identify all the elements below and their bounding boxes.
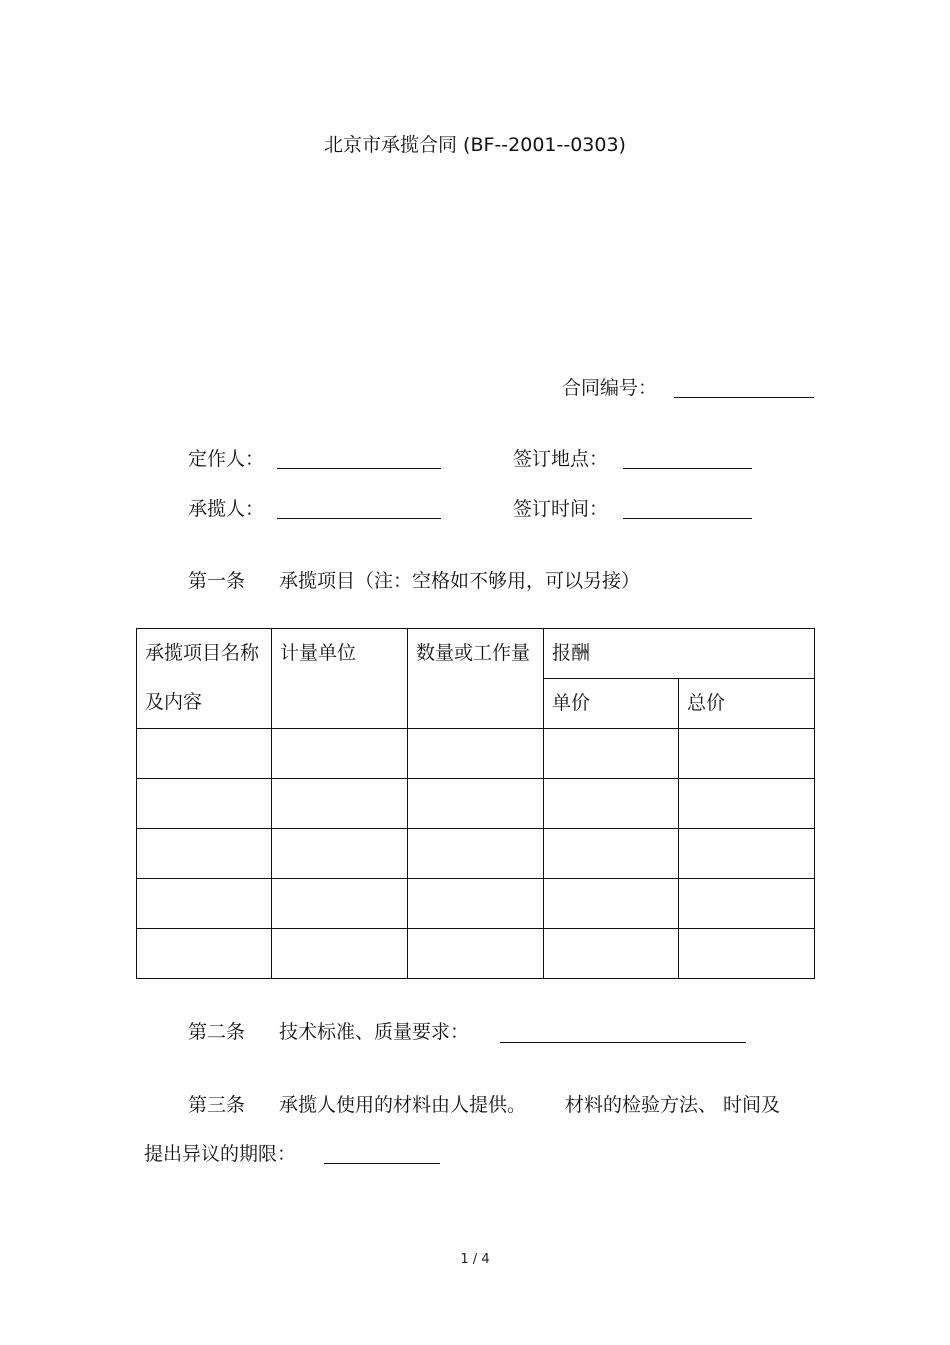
table-cell[interactable]	[137, 729, 272, 779]
table-cell[interactable]	[408, 779, 544, 829]
table-cell[interactable]	[137, 929, 272, 979]
orderer-label: 定作人：	[188, 448, 265, 470]
contract-number-field[interactable]	[674, 397, 814, 398]
table-cell[interactable]	[272, 729, 408, 779]
header-quantity: 数量或工作量	[408, 629, 544, 729]
table-cell[interactable]	[544, 929, 679, 979]
contractor-label: 承揽人：	[188, 498, 265, 520]
table-cell[interactable]	[137, 829, 272, 879]
table-header-row	[137, 629, 815, 679]
table-cell[interactable]	[679, 729, 815, 779]
header-unit-price: 单价	[544, 679, 679, 729]
table-row	[137, 929, 815, 979]
table-cell[interactable]	[679, 829, 815, 879]
header-item-name: 承揽项目名称及内容	[137, 629, 272, 729]
header-payment: 报酬	[544, 629, 815, 679]
table-cell[interactable]	[679, 779, 815, 829]
orderer-field[interactable]	[277, 468, 441, 469]
table-cell[interactable]	[408, 879, 544, 929]
table-cell[interactable]	[544, 779, 679, 829]
article2-text: 技术标准、质量要求：	[279, 1021, 470, 1043]
table-cell[interactable]	[408, 729, 544, 779]
table-row	[137, 779, 815, 829]
quality-requirements-field[interactable]	[500, 1042, 746, 1043]
objection-period-field[interactable]	[324, 1163, 440, 1164]
signing-place-label: 签订地点：	[513, 448, 609, 470]
table-cell[interactable]	[272, 829, 408, 879]
article3-number: 第三条	[188, 1094, 246, 1116]
contractor-field[interactable]	[277, 518, 441, 519]
article3-text-1: 承揽人使用的材料由人提供。	[279, 1094, 527, 1116]
table-cell[interactable]	[679, 879, 815, 929]
article1-number: 第一条	[188, 570, 246, 592]
table-cell[interactable]	[544, 829, 679, 879]
table-cell[interactable]	[544, 729, 679, 779]
table-cell[interactable]	[544, 879, 679, 929]
table-row	[137, 829, 815, 879]
contract-number-label: 合同编号：	[562, 377, 658, 399]
article3-text-2: 材料的检验方法、 时间及	[565, 1094, 781, 1116]
table-cell[interactable]	[272, 929, 408, 979]
table-cell[interactable]	[137, 779, 272, 829]
article3-text-3: 提出异议的期限：	[144, 1143, 297, 1165]
signing-place-field[interactable]	[623, 468, 752, 469]
table-row	[137, 729, 815, 779]
table-cell[interactable]	[679, 929, 815, 979]
document-title: 北京市承揽合同 (BF--2001--0303)	[324, 134, 626, 156]
table-row	[137, 879, 815, 929]
article2-number: 第二条	[188, 1021, 246, 1043]
table-cell[interactable]	[272, 779, 408, 829]
header-unit: 计量单位	[272, 629, 408, 729]
work-items-table	[136, 628, 815, 979]
signing-time-label: 签订时间：	[513, 498, 609, 520]
table-cell[interactable]	[137, 879, 272, 929]
table-cell[interactable]	[408, 829, 544, 879]
table-cell[interactable]	[408, 929, 544, 979]
signing-time-field[interactable]	[623, 518, 752, 519]
header-total-price: 总价	[679, 679, 815, 729]
page-number: 1 / 4	[460, 1252, 490, 1267]
table-cell[interactable]	[272, 879, 408, 929]
article1-text: 承揽项目（注：空格如不够用，可以另接）	[279, 570, 641, 592]
